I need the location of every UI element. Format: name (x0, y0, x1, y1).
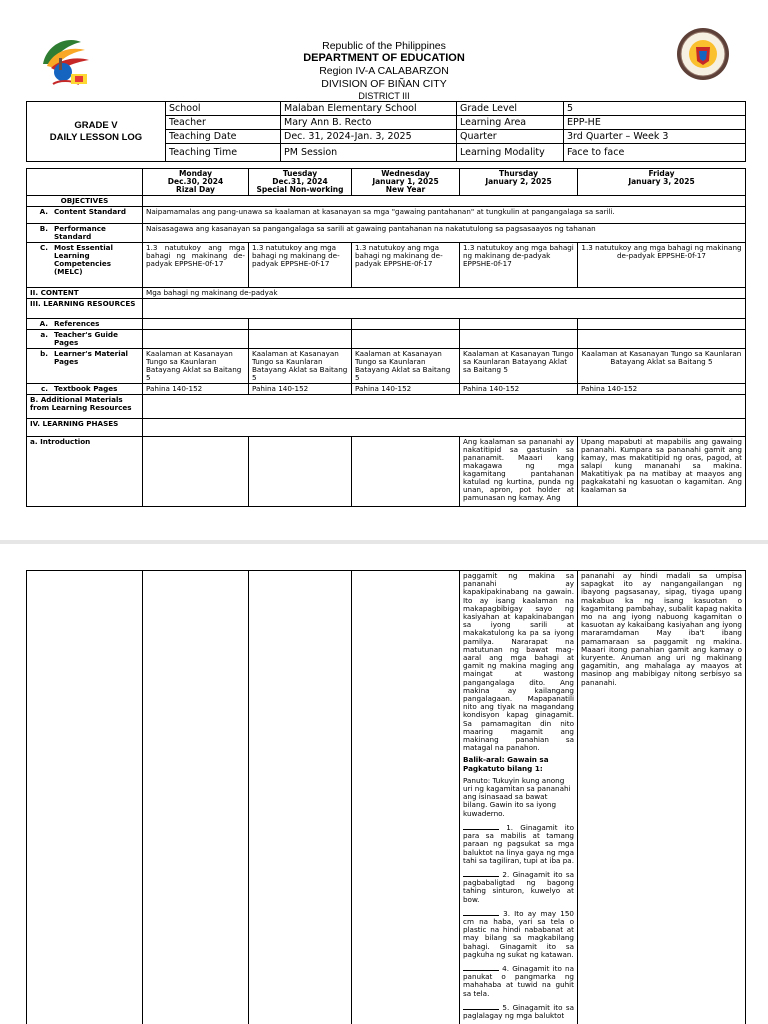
tb-wednesday: Pahina 140-152 (352, 384, 460, 395)
resources-label: III. LEARNING RESOURCES (27, 299, 143, 319)
intro-tuesday (249, 437, 352, 507)
balik-aral-title: Balik-aral: Gawain sa Pagkatuto bilang 1: (463, 755, 549, 773)
teaching-date-label: Teaching Date (166, 130, 281, 144)
day-header-tuesday (249, 169, 352, 196)
day-name: Wednesday (381, 169, 430, 178)
grade-label: GRADE V (74, 119, 118, 131)
label-text: Teacher's Guide Pages (54, 330, 118, 347)
quarter-value: 3rd Quarter – Week 3 (564, 130, 746, 144)
lesson-log-page-2 (0, 544, 768, 1024)
label-text: Performance Standard (54, 224, 106, 241)
school-label: School (166, 102, 281, 116)
district-line: DISTRICT III (358, 91, 410, 101)
melc-tuesday: 1.3 natutukoy ang mga bahagi ng makinang de-padyak EPPSHE-0f-17 (249, 243, 352, 288)
lm-friday: Kaalaman at Kasanayan Tungo sa Kaunlaran Batayang Aklat sa Baitang 5 (578, 349, 746, 384)
item-1 (463, 822, 574, 865)
cell (578, 330, 746, 349)
day-date: January 1, 2025 (372, 177, 439, 186)
references-label (27, 319, 143, 330)
tb-tuesday: Pahina 140-152 (249, 384, 352, 395)
resources-value (143, 299, 746, 319)
teaching-time-value: PM Session (281, 144, 457, 162)
grade-level-label: Grade Level (457, 102, 564, 116)
item-text: 1. Ginagamit ito para sa mabilis at tamang paraan ng pagsukat sa mga baluktot na linya gaya ng mga tahi sa tagiliran, tupi at iba pa. (463, 822, 574, 865)
melc-monday: 1.3 natutukoy ang mga bahagi ng makinang de-padyak EPPSHE-0f-17 (143, 243, 249, 288)
grade-title (27, 102, 166, 162)
content-label: II. CONTENT (27, 288, 143, 299)
letter: b. (40, 349, 48, 358)
cont-tuesday (249, 571, 352, 1024)
item-3 (463, 908, 574, 959)
objectives-value (143, 196, 746, 207)
day-header-friday (578, 169, 746, 196)
intro-friday: Upang mapabuti at mapabilis ang gawaing pananahi. Kumpara sa pananahi gamit ang kamay, mas makatitipid ng oras, pagod, at salapi kung mananahi sa makina. Makatitiyak pa na matibay at maayos ang pagkakatahi ng kasuotan o kagamitan. Ang kaalaman sa (578, 437, 746, 507)
day-name: Tuesday (282, 169, 318, 178)
label-text: Textbook Pages (54, 384, 118, 393)
division-line: DIVISION OF BIÑAN CITY (321, 78, 447, 90)
day-header-monday (143, 169, 249, 196)
lm-wednesday: Kaalaman at Kasanayan Tungo sa Kaunlaran Batayang Aklat sa Baitang 5 (352, 349, 460, 384)
label-text: References (54, 319, 100, 328)
lm-monday: Kaalaman at Kasanayan Tungo sa Kaunlaran Batayang Aklat sa Baitang 5 (143, 349, 249, 384)
answer-blank (463, 908, 499, 916)
learning-phases-value (143, 419, 746, 437)
day-note: Rizal Day (176, 185, 215, 194)
cell (249, 330, 352, 349)
cell (460, 319, 578, 330)
additional-materials-label: B. Additional Materials from Learning Resources (27, 395, 143, 419)
day-note: New Year (385, 185, 426, 194)
letter: c. (41, 384, 48, 393)
day-date: January 2, 2025 (485, 177, 552, 186)
day-date: Dec.30, 2024 (167, 177, 224, 186)
panuto: Panuto: Tukuyin kung anong uri ng kagamitan sa pananahi ang isinasaad sa bawat bilang. Gawin ito sa iyong kuwaderno. (463, 775, 571, 818)
lesson-table (26, 168, 746, 507)
tb-friday: Pahina 140-152 (578, 384, 746, 395)
content-value: Mga bahagi ng makinang de-padyak (143, 288, 746, 299)
lm-thursday: Kaalaman at Kasanayan Tungo sa Kaunlaran Batayang Aklat sa Baitang 5 (460, 349, 578, 384)
tb-thursday: Pahina 140-152 (460, 384, 578, 395)
day-name: Friday (648, 169, 675, 178)
log-title: DAILY LESSON LOG (49, 131, 143, 143)
modality-label: Learning Modality (457, 144, 564, 162)
day-note: Special Non-working (256, 185, 344, 194)
label-text: Content Standard (54, 207, 126, 216)
answer-blank (463, 1002, 499, 1010)
additional-materials-value (143, 395, 746, 419)
info-table (26, 101, 746, 162)
cont-wednesday (352, 571, 460, 1024)
thursday-paragraph: paggamit ng makina sa pananahi ay kapakipakinabang na gawain. Ito ay isang kaalaman na makapagbibigay sayo ng kasiyahan at kapakinabangan sa iyong sarili at makakatulong ka pa sa iyong pamilya. Nararapat na matutunan ng bawat mag-aaral ang mga bahagi at gamit ng makina maging ang maingat at wastong pangangalaga dito. Ang makina ay kailangang pangalagaan. Mapapanatili nito ang tiyak na magandang kondisyon kapag ginagamit. Sa pamamagitan din nito maaring magamit ang makinang panahian sa matagal na panahon. (463, 571, 574, 753)
melc-thursday: 1.3 natutukoy ang mga bahagi ng makinang de-padyak EPPSHE-0f-17 (460, 243, 578, 288)
intro-monday (143, 437, 249, 507)
textbook-pages-label (27, 384, 143, 395)
item-5 (463, 1002, 574, 1020)
content-standard-value: Naipamamalas ang pang-unawa sa kaalaman at kasanayan sa mga "gawaing pantahanan" at tungkulin at pangangalaga sa sarili. (143, 207, 746, 224)
cont-friday (578, 571, 746, 1024)
item-2 (463, 869, 574, 904)
learners-material-label (27, 349, 143, 384)
melc-label (27, 243, 143, 288)
lm-tuesday: Kaalaman at Kasanayan Tungo sa Kaunlaran Batayang Aklat sa Baitang 5 (249, 349, 352, 384)
item-text: 2. Ginagamit ito sa pagbabaligtad ng bagong tahing sinturon, kuwelyo at bow. (463, 869, 574, 904)
department-line: DEPARTMENT OF EDUCATION (303, 52, 465, 64)
cont-label (27, 571, 143, 1024)
teacher-value: Mary Ann B. Recto (281, 116, 457, 130)
modality-value: Face to face (564, 144, 746, 162)
cell (460, 330, 578, 349)
item-text: 4. Ginagamit ito na panukat o pangmarka ng mahahaba at tuwid na guhit sa tela. (463, 963, 574, 998)
continuation-table (26, 570, 746, 1024)
republic-line: Republic of the Philippines (322, 40, 446, 52)
cell (143, 330, 249, 349)
day-header-thursday (460, 169, 578, 196)
item-4 (463, 963, 574, 998)
teaching-date-value: Dec. 31, 2024-Jan. 3, 2025 (281, 130, 457, 144)
performance-standard-label (27, 224, 143, 243)
label-text: Learner's Material Pages (54, 349, 129, 366)
school-value: Malaban Elementary School (281, 102, 457, 116)
content-standard-label (27, 207, 143, 224)
cell (352, 330, 460, 349)
performance-standard-value: Naisasagawa ang kasanayan sa pangangalaga sa sarili at gawaing pantahanan na nakatutulong sa pagsasaayos ng tahanan (143, 224, 746, 243)
intro-thursday: Ang kaalaman sa pananahi ay nakatitipid sa gastusin sa pananamit. Maaari kang makagawa ng mga kagamitang pantahanan katulad ng kurtina, punda ng unan, apron, pot holder at pamunasan ng kamay. Ang (460, 437, 578, 507)
cell (578, 319, 746, 330)
teachers-guide-label (27, 330, 143, 349)
cont-thursday (460, 571, 578, 1024)
teaching-time-label: Teaching Time (166, 144, 281, 162)
day-name: Monday (178, 169, 213, 178)
letter: A. (39, 319, 48, 328)
friday-paragraph: pananahi ay hindi madali sa umpisa sapagkat ito ay nangangailangan ng ibayong pagsasanay, sipag, tiyaga upang makabuo ka ng isang kasuotan o kagamitang pambahay, subalit kapag nakita mo na ang iyong nabuong kagamitan o kasuotan ay kakaibang kasiyahan ang iyong mararamdaman May iba't ibang pamamaraan sa paggamit ng makina. Maaari itong panahian gamit ang kamay o kuryente. Anuman ang uri ng makinang gagamitin, ang mahalaga ay maayos at masinop ang mabibigay nitong serbisyo sa pananahi. (581, 571, 742, 687)
answer-blank (463, 822, 499, 830)
introduction-label: a. Introduction (27, 437, 143, 507)
label-text: Most Essential Learning Competencies (MELC) (54, 243, 113, 276)
item-text: 3. Ito ay may 150 cm na haba, yari sa tela o plastic na hindi nababanat at may bilang sa magkabilang bahagi. Ginagamit ito sa pagkuha ng sukat ng katawan. (463, 908, 574, 959)
teacher-label: Teacher (166, 116, 281, 130)
cell (143, 319, 249, 330)
day-date: Dec.31, 2024 (272, 177, 328, 186)
item-text: 5. Ginagamit ito sa paglalagay ng mga baluktot (463, 1002, 574, 1020)
quarter-label: Quarter (457, 130, 564, 144)
letter: a. (40, 330, 48, 339)
learning-area-value: EPP-HE (564, 116, 746, 130)
melc-wednesday: 1.3 natutukoy ang mga bahagi ng makinang de-padyak EPPSHE-0f-17 (352, 243, 460, 288)
answer-blank (463, 869, 499, 877)
learning-phases-label: IV. LEARNING PHASES (27, 419, 143, 437)
intro-wednesday (352, 437, 460, 507)
grade-level-value: 5 (564, 102, 746, 116)
learning-area-label: Learning Area (457, 116, 564, 130)
answer-blank (463, 963, 499, 971)
letter: A. (39, 207, 48, 216)
tb-monday: Pahina 140-152 (143, 384, 249, 395)
melc-friday: 1.3 natutukoy ang mga bahagi ng makinang de-padyak EPPSHE-0f-17 (578, 243, 746, 288)
corner-cell (27, 169, 143, 196)
day-date: January 3, 2025 (628, 177, 695, 186)
day-name: Thursday (498, 169, 539, 178)
cell (352, 319, 460, 330)
objectives-label: OBJECTIVES (27, 196, 143, 207)
day-header-wednesday (352, 169, 460, 196)
cell (249, 319, 352, 330)
letter: B. (39, 224, 48, 233)
cont-monday (143, 571, 249, 1024)
letter: C. (39, 243, 48, 252)
region-line: Region IV-A CALABARZON (319, 65, 449, 77)
